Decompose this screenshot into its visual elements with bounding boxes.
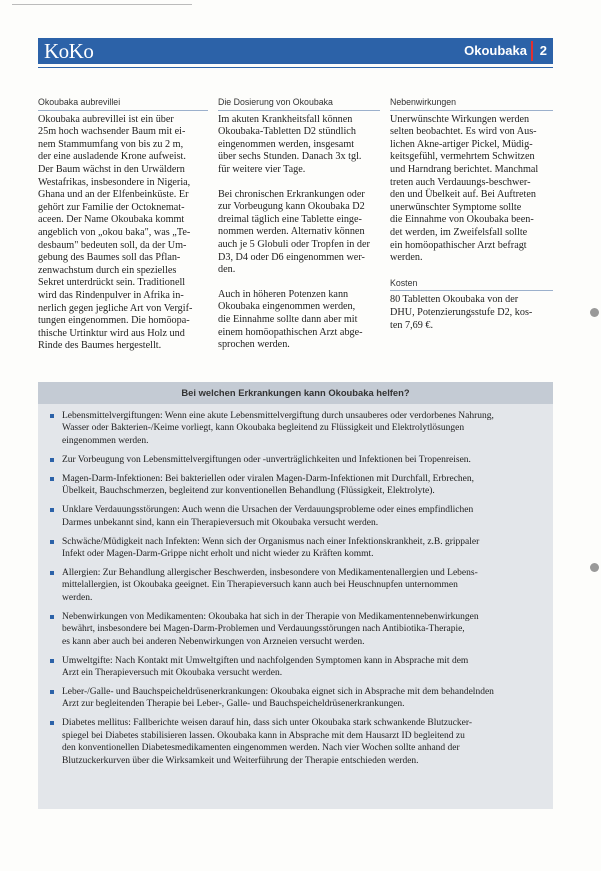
text-line: Westafrikas, insbesondere in Nigeria, <box>38 176 191 188</box>
indications-title: Bei welchen Erkrankungen kann Okoubaka helfen? <box>38 382 553 404</box>
header-separator <box>531 41 533 61</box>
text-line: werden. <box>390 252 423 264</box>
indication-item <box>50 655 543 680</box>
bullet-square <box>50 615 54 619</box>
text-line: wird das Rindenpulver in Afrika in- <box>38 289 184 301</box>
text-line: Diabetes mellitus: Fallberichte weisen darauf hin, dass sich unter Okoubaka stark schwankende Blutzucker- <box>62 718 473 729</box>
text-line: zur Vorbeugung kann Okoubaka D2 <box>218 201 365 213</box>
text-line: Darmes unbekannt sind, kann ein Therapieversuch mit Okoubaka versucht werden. <box>62 517 379 528</box>
text-line: Übelkeit, Bauchschmerzen, begleitend zur konventionellen Behandlung (Flüssigkeit, Elektrolyte). <box>62 486 435 497</box>
text-line: der eine ausladende Krone aufweist. <box>38 151 186 163</box>
text-line: es kann aber auch bei anderen Nebenwirkungen von Arzneien versucht werden. <box>62 636 365 647</box>
text-line: D3, D4 oder D6 eingenommen wer- <box>218 251 365 263</box>
text-line: tungen eingenommen. Die homöopa- <box>38 315 190 327</box>
binder-hole <box>590 308 599 317</box>
text-line: Schwäche/Müdigkeit nach Infekten: Wenn sich der Organismus nach einer Infektionskrankheit, z.B. grippaler <box>62 536 480 547</box>
text-line: über sechs Stunden. Danach 3x tgl. <box>218 151 362 163</box>
column-heading: Kosten <box>390 277 553 292</box>
text-line: gebung des Baumes soll das Pflan- <box>38 252 181 264</box>
text-line: für weitere vier Tage. <box>218 163 306 175</box>
paragraph <box>218 289 380 352</box>
text-line: Okoubaka eingenommen werden, <box>218 301 356 313</box>
paragraph <box>38 114 208 353</box>
text-line: Okoubaka aubrevillei ist ein über <box>38 113 174 125</box>
header-title: Okoubaka <box>464 43 527 58</box>
bullet-square <box>50 690 54 694</box>
text-line: eingenommen werden, insgesamt <box>218 138 355 150</box>
paragraph-gap <box>218 177 380 189</box>
text-line: Ghana und an der Elfenbeinküste. Er <box>38 189 189 201</box>
text-line: det werden, im Zweifelsfall sollte <box>390 226 528 238</box>
text-line: Leber-/Galle- und Bauchspeicheldrüsenerkrankungen: Okoubaka eignet sich in Absprache mit dem behandelnden <box>62 687 494 698</box>
column-origin <box>38 96 208 353</box>
column-heading: Okoubaka aubrevillei <box>38 96 208 111</box>
text-line: 80 Tabletten Okoubaka von der <box>390 294 519 306</box>
brand-logo: KoKo <box>44 39 94 63</box>
bullet-square <box>50 540 54 544</box>
text-line: den und Übelkeit auf. Bei Auftreten <box>390 189 536 201</box>
text-line: Allergien: Zur Behandlung allergischer Beschwerden, insbesondere von Medikamentenallergien und Lebens- <box>62 568 478 579</box>
indication-item <box>50 686 543 711</box>
paragraph <box>218 189 380 277</box>
page-header <box>38 38 553 64</box>
text-line: DHU, Potenzierungsstufe D2, kos- <box>390 306 533 318</box>
text-line: die Einnahme sollte dann aber mit <box>218 313 358 325</box>
bullet-square <box>50 659 54 663</box>
indication-item <box>50 717 543 767</box>
bullet-square <box>50 721 54 725</box>
text-line: desbaum" bedeuten soll, da der Um- <box>38 239 187 251</box>
text-line: keitsgefühl, vermehrtem Schwitzen <box>390 151 535 163</box>
text-line: nommen werden. Alternativ können <box>218 226 365 238</box>
text-line: einem homöopathischen Arzt abge- <box>218 326 363 338</box>
text-line: Unklare Verdauungsstörungen: Auch wenn die Ursachen der Verdauungsprobleme oder eines empfindlichen <box>62 505 474 516</box>
text-line: 25m hoch wachsender Baum mit ei- <box>38 126 186 138</box>
bullet-square <box>50 458 54 462</box>
bullet-square <box>50 477 54 481</box>
text-line: eingenommen werden. <box>62 435 149 446</box>
column-heading: Nebenwirkungen <box>390 96 553 111</box>
text-line: sprochen werden. <box>218 339 290 351</box>
text-line: Wasser oder Bakterien-/Keime vorliegt, kann Okoubaka begleitend zu Flüssigkeit und Elektrolytlösungen <box>62 423 465 434</box>
column-heading: Die Dosierung von Okoubaka <box>218 96 380 111</box>
text-line: Nebenwirkungen von Medikamenten: Okoubaka hat sich in der Therapie von Medikamentennebenwirkungen <box>62 611 479 622</box>
indication-item <box>50 410 543 447</box>
text-line: selten beobachtet. Es wird von Aus- <box>390 126 537 138</box>
text-line: aceen. Der Name Okoubaka kommt <box>38 214 185 226</box>
text-line: Okoubaka-Tabletten D2 stündlich <box>218 126 356 138</box>
text-line: und Harndrang berichtet. Manchmal <box>390 163 539 175</box>
text-line: Rinde des Baumes hergestellt. <box>38 340 162 352</box>
text-line: Infekt oder Magen-Darm-Grippe nicht erholt und nicht wieder zu Kräften kommt. <box>62 549 374 560</box>
text-line: bewährt, insbesondere bei Magen-Darm-Problemen und Verdauungsstörungen nach Antibiotika-Therapie, <box>62 624 465 635</box>
text-line: treten auch Verdauungs-beschwer- <box>390 176 531 188</box>
bullet-square <box>50 508 54 512</box>
text-line: thische Urtinktur wird aus Holz und <box>38 327 185 339</box>
indication-item <box>50 454 543 466</box>
text-line: Arzt zur begleitenden Therapie bei Leber-, Galle- und Bauchspeicheldrüsenerkrankungen. <box>62 699 405 710</box>
indication-item <box>50 473 543 498</box>
header-rule <box>38 67 553 68</box>
text-line: den. <box>218 264 236 276</box>
text-line: nem Stammumfang von bis zu 2 m, <box>38 138 184 150</box>
text-line: zenwachstum durch ein spezielles <box>38 264 177 276</box>
text-line: den konventionellen Diabetesmedikamenten eingenommen werden. Nach vier Wochen sollte anhand der <box>62 743 460 754</box>
indications-list <box>38 404 553 767</box>
text-line: werden. <box>62 592 93 603</box>
text-line: spiegel bei Diabetes stabilisieren lassen. Okoubaka kann in Absprache mit dem Hausarzt ID begleitend zu <box>62 730 465 741</box>
binder-hole <box>590 563 599 572</box>
text-line: nerlich gegen jegliche Art von Vergif- <box>38 302 193 314</box>
text-line: Bei chronischen Erkrankungen oder <box>218 188 365 200</box>
paragraph <box>390 114 553 265</box>
page-number: 2 <box>539 43 547 58</box>
column-side-effects <box>390 96 553 332</box>
text-line: Magen-Darm-Infektionen: Bei bakteriellen oder viralen Magen-Darm-Infektionen mit Durchfall, Erbrechen, <box>62 473 475 484</box>
text-line: ein homöopathischer Arzt befragt <box>390 239 527 251</box>
text-line: Sekret unterdrückt sein. Traditionell <box>38 277 186 289</box>
text-line: Unerwünschte Wirkungen werden <box>390 113 530 125</box>
indication-item <box>50 504 543 529</box>
column-dosage <box>218 96 380 352</box>
paragraph <box>390 294 553 332</box>
text-line: die Einnahme von Okoubaka been- <box>390 214 534 226</box>
text-line: ten 7,69 €. <box>390 319 434 331</box>
text-line: Lebensmittelvergiftungen: Wenn eine akute Lebensmittelvergiftung durch unsauberes oder verdorbenes Nahrung, <box>62 411 494 421</box>
text-line: Im akuten Krankheitsfall können <box>218 113 353 125</box>
text-line: Auch in höheren Potenzen kann <box>218 288 349 300</box>
text-line: Zur Vorbeugung von Lebensmittelvergiftungen oder -unverträglichkeiten und Infektionen bei Tropenreisen. <box>62 454 471 465</box>
text-line: dreimal täglich eine Tablette einge- <box>218 213 362 225</box>
paragraph-gap <box>390 265 553 277</box>
bullet-square <box>50 571 54 575</box>
scan-edge-line <box>12 4 192 5</box>
text-line: lichen Akne-artiger Pickel, Müdig- <box>390 138 533 150</box>
indication-item <box>50 611 543 648</box>
text-line: auch je 5 Globuli oder Tropfen in der <box>218 238 370 250</box>
indication-item <box>50 567 543 604</box>
text-line: gehört zur Familie der Octoknemat- <box>38 201 185 213</box>
text-line: Umweltgifte: Nach Kontakt mit Umweltgiften und nachfolgenden Symptomen kann in Absprache mit dem <box>62 655 469 666</box>
text-line: mittelallergien, ist Okoubaka geeignet. Ein Therapieversuch kann auch bei Heuschnupfen unternommen <box>62 580 458 591</box>
text-line: Arzt ein Therapieversuch mit Okoubaka versucht werden. <box>62 668 283 679</box>
text-line: angeblich von „okou baka", was „Te- <box>38 226 191 238</box>
text-line: Der Baum wächst in den Urwäldern <box>38 163 185 175</box>
text-line: unerwünschter Symptome sollte <box>390 201 522 213</box>
indications-box <box>38 382 553 809</box>
paragraph-gap <box>218 277 380 289</box>
bullet-square <box>50 414 54 418</box>
text-line: Blutzuckerkurven über die Wirksamkeit und Weiterführung der Therapie entschieden werden. <box>62 755 419 766</box>
indication-item <box>50 536 543 561</box>
paragraph <box>218 114 380 177</box>
